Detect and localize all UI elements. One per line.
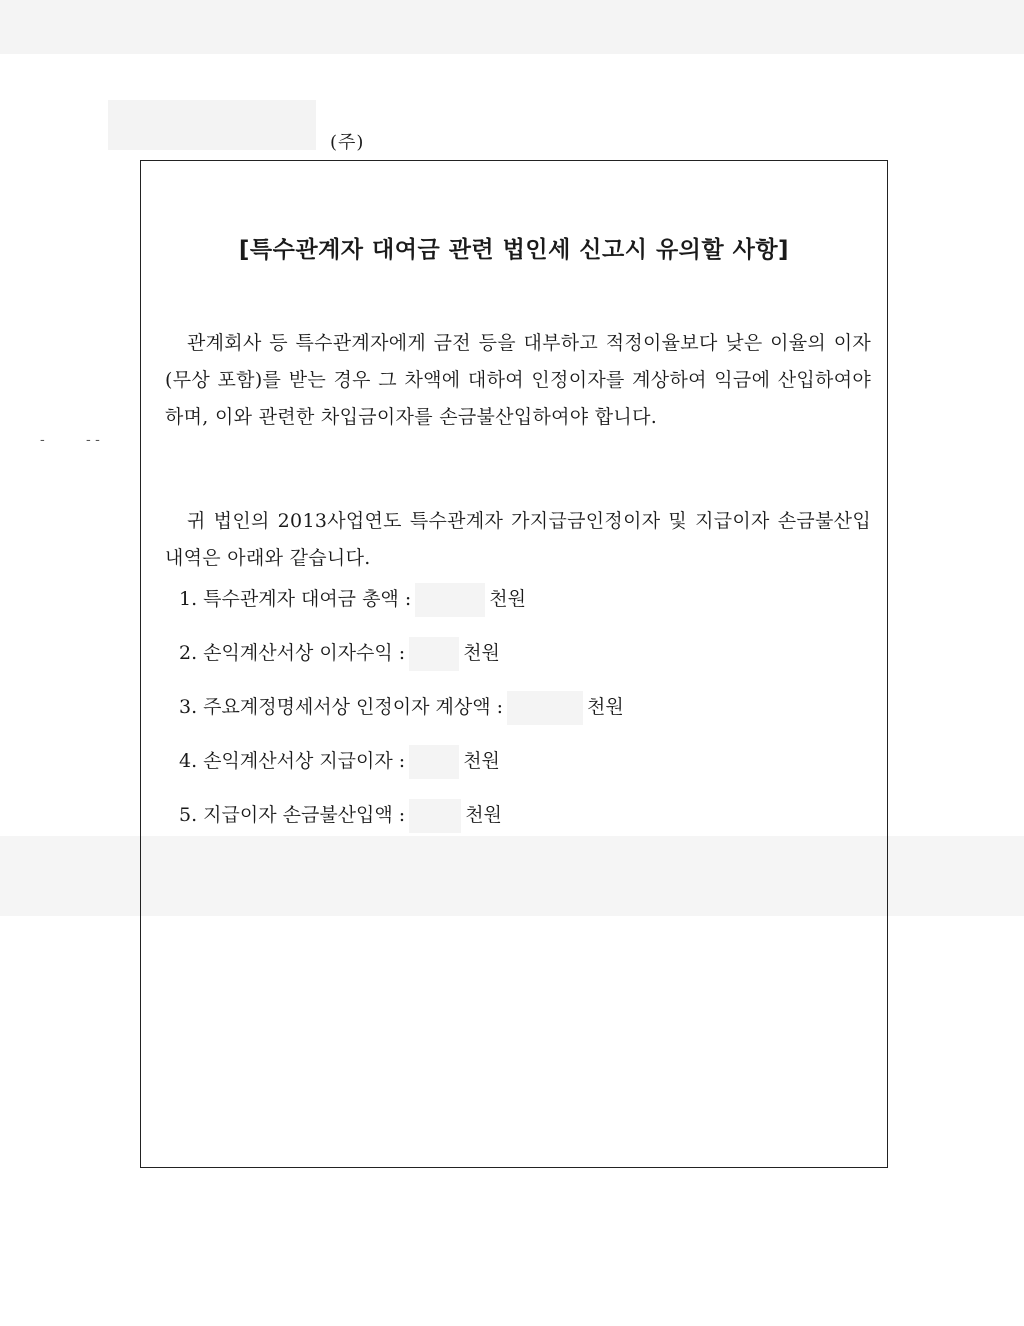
item-label: 3. 주요계정명세서상 인정이자 계상액 : [179,696,503,718]
redacted-amount [507,691,583,725]
item-label: 2. 손익계산서상 이자수익 : [179,642,406,664]
list-item [179,581,859,635]
item-label: 5. 지급이자 손금불산입액 : [179,804,406,826]
notice-paragraph-2: 귀 법인의 2013사업연도 특수관계자 가지급금인정이자 및 지급이자 손금불산입 내역은 아래와 같습니다. [165,510,871,569]
scan-mark: - - [86,432,100,448]
notice-frame [140,160,888,1168]
notice-title: [특수관계자 대여금 관련 법인세 신고시 유의할 사항] [238,237,790,263]
item-label: 1. 특수관계자 대여금 총액 : [179,588,412,610]
scan-top-band [0,0,1024,54]
item-unit: 천원 [463,750,500,772]
list-item [179,689,859,743]
list-item [179,797,859,851]
list-item [179,743,859,797]
redacted-amount [409,799,461,833]
item-unit: 천원 [465,804,502,826]
list-item [179,635,859,689]
redacted-company-name [108,100,316,150]
redacted-amount [415,583,485,617]
item-unit: 천원 [463,642,500,664]
company-suffix: (주) [330,132,365,153]
redacted-amount [409,745,459,779]
item-unit: 천원 [489,588,526,610]
item-label: 4. 손익계산서상 지급이자 : [179,750,406,772]
scan-mark: - [40,432,45,448]
notice-paragraph-1: 관계회사 등 특수관계자에게 금전 등을 대부하고 적정이율보다 낮은 이율의 이자(무상 포함)를 받는 경우 그 차액에 대하여 인정이자를 계상하여 익금에 산입하여야 하며, 이와 관련한 차입금이자를 손금불산입하여야 합니다. [165,332,871,428]
amount-list [179,581,859,851]
item-unit: 천원 [587,696,624,718]
redacted-amount [409,637,459,671]
